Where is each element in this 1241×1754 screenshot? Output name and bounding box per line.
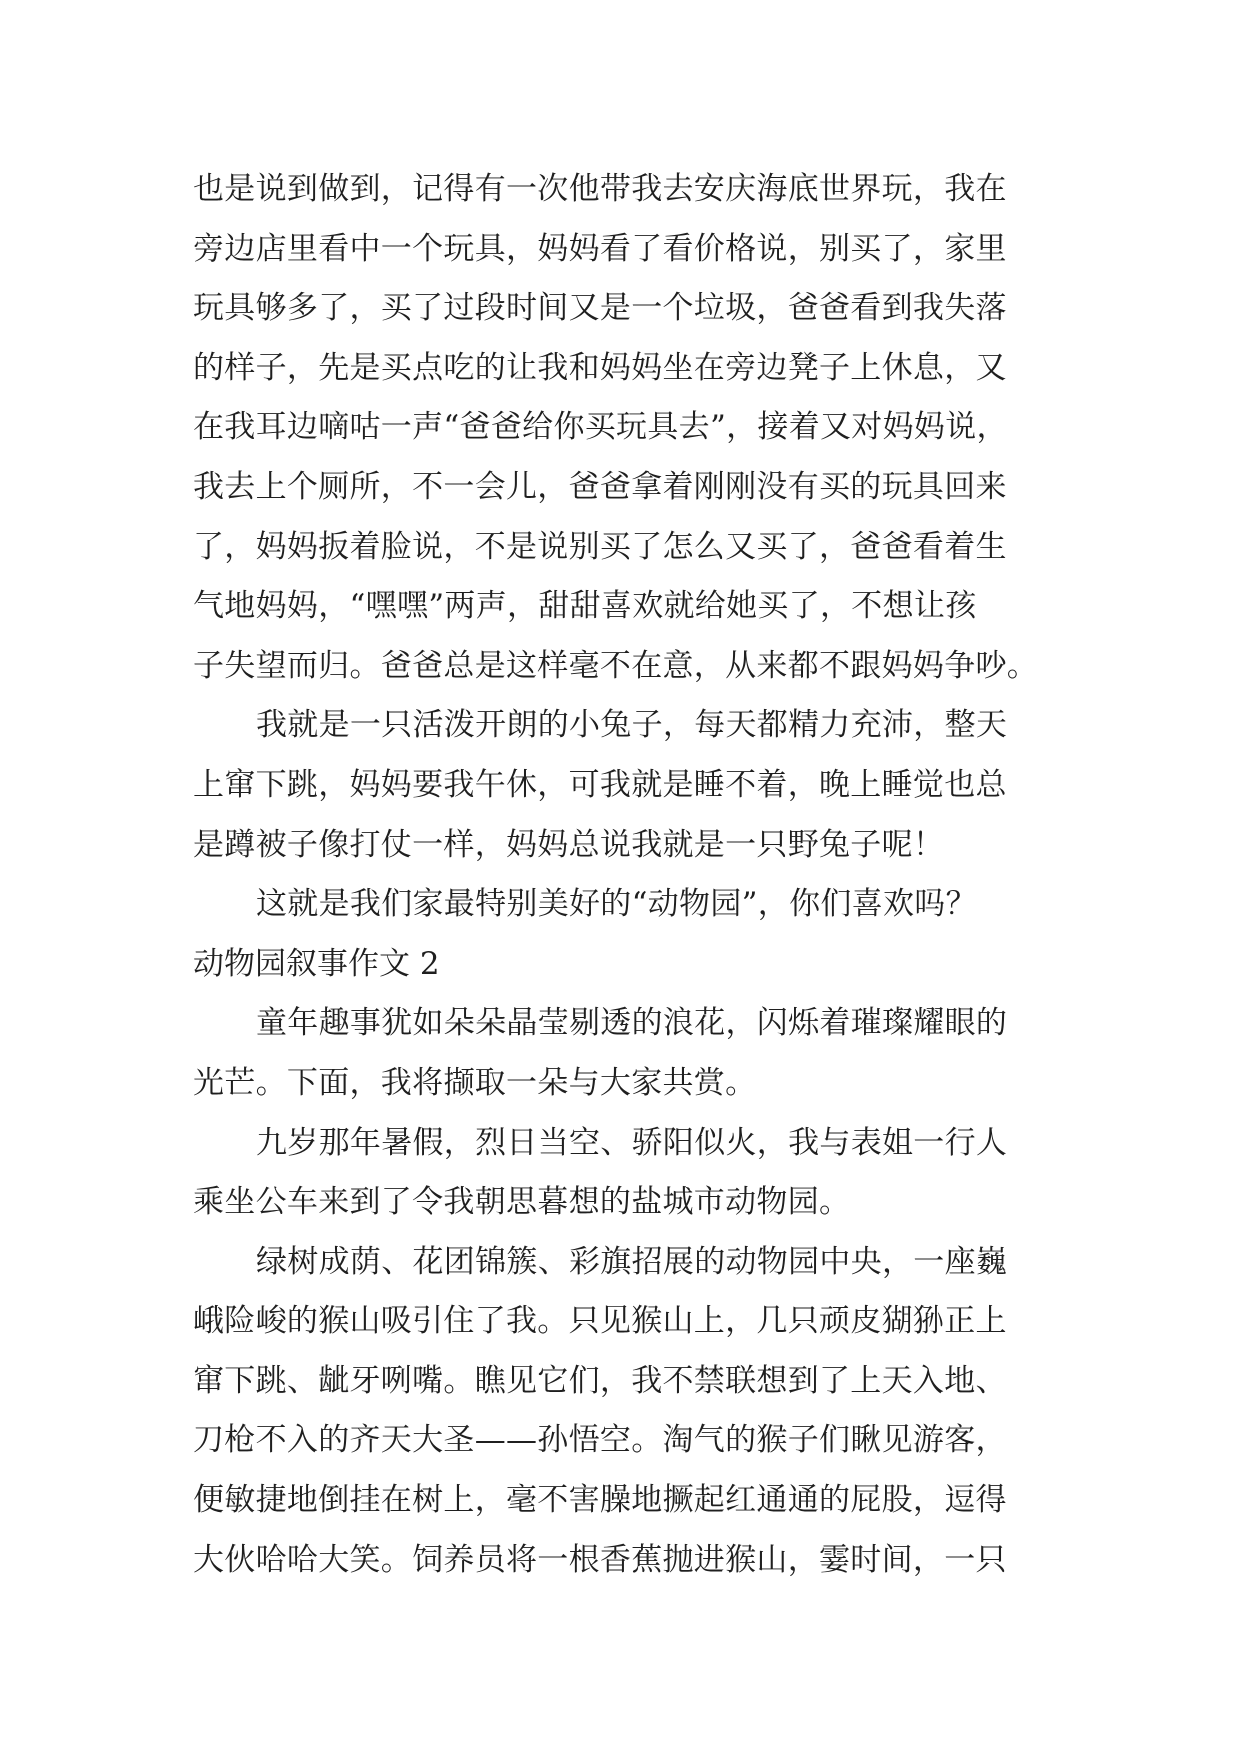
text-line: 上窜下跳，妈妈要我午休，可我就是睡不着，晚上睡觉也总 (193, 766, 1007, 803)
paragraph-start-line: 童年趣事犹如朵朵晶莹剔透的浪花，闪烁着璀璨耀眼的 (256, 1005, 1008, 1042)
text-line: 旁边店里看中一个玩具，妈妈看了看价格说，别买了，家里 (193, 230, 1007, 267)
text-line: 光芒。下面，我将撷取一朵与大家共赏。 (193, 1064, 757, 1101)
text-line: 气地妈妈，“嘿嘿”两声，甜甜喜欢就给她买了，不想让孩 (193, 588, 977, 625)
paragraph-start-line: 这就是我们家最特别美好的“动物园”，你们喜欢吗？ (256, 886, 977, 923)
section-heading: 动物园叙事作文 2 (193, 945, 440, 982)
paragraph-start-line: 我就是一只活泼开朗的小兔子，每天都精力充沛，整天 (256, 707, 1008, 744)
paragraph-start-line: 绿树成荫、花团锦簇、彩旗招展的动物园中央，一座巍 (256, 1243, 1008, 1280)
text-line: 的样子，先是买点吃的让我和妈妈坐在旁边凳子上休息，又 (193, 349, 1007, 386)
text-line: 也是说到做到，记得有一次他带我去安庆海底世界玩，我在 (193, 171, 1007, 207)
paragraph-start-line: 九岁那年暑假，烈日当空、骄阳似火，我与表姐一行人 (256, 1124, 1008, 1161)
text-line: 便敏捷地倒挂在树上，毫不害臊地撅起红通通的屁股，逗得 (193, 1482, 1007, 1519)
text-line: 大伙哈哈大笑。饲养员将一根香蕉抛进猴山，霎时间，一只 (193, 1541, 1007, 1578)
text-line: 是蹲被子像打仗一样，妈妈总说我就是一只野兔子呢！ (193, 826, 945, 863)
text-line: 刀枪不入的齐天大圣——孙悟空。淘气的猴子们瞅见游客， (193, 1422, 1007, 1459)
text-line: 子失望而归。爸爸总是这样毫不在意，从来都不跟妈妈争吵。 (193, 647, 1039, 684)
text-line: 峨险峻的猴山吸引住了我。只见猴山上，几只顽皮猢狲正上 (193, 1303, 1007, 1340)
text-line: 在我耳边嘀咕一声“爸爸给你买玩具去”，接着又对妈妈说， (193, 409, 1008, 446)
body-text (193, 160, 1053, 1590)
text-line: 我去上个厕所，不一会儿，爸爸拿着刚刚没有买的玩具回来 (193, 468, 1007, 505)
text-line: 了，妈妈扳着脸说，不是说别买了怎么又买了，爸爸看着生 (193, 528, 1007, 565)
text-line: 窜下跳、龇牙咧嘴。瞧见它们，我不禁联想到了上天入地、 (193, 1362, 1007, 1399)
text-line: 玩具够多了，买了过段时间又是一个垃圾，爸爸看到我失落 (193, 290, 1007, 327)
text-line: 乘坐公车来到了令我朝思暮想的盐城市动物园。 (193, 1184, 851, 1221)
